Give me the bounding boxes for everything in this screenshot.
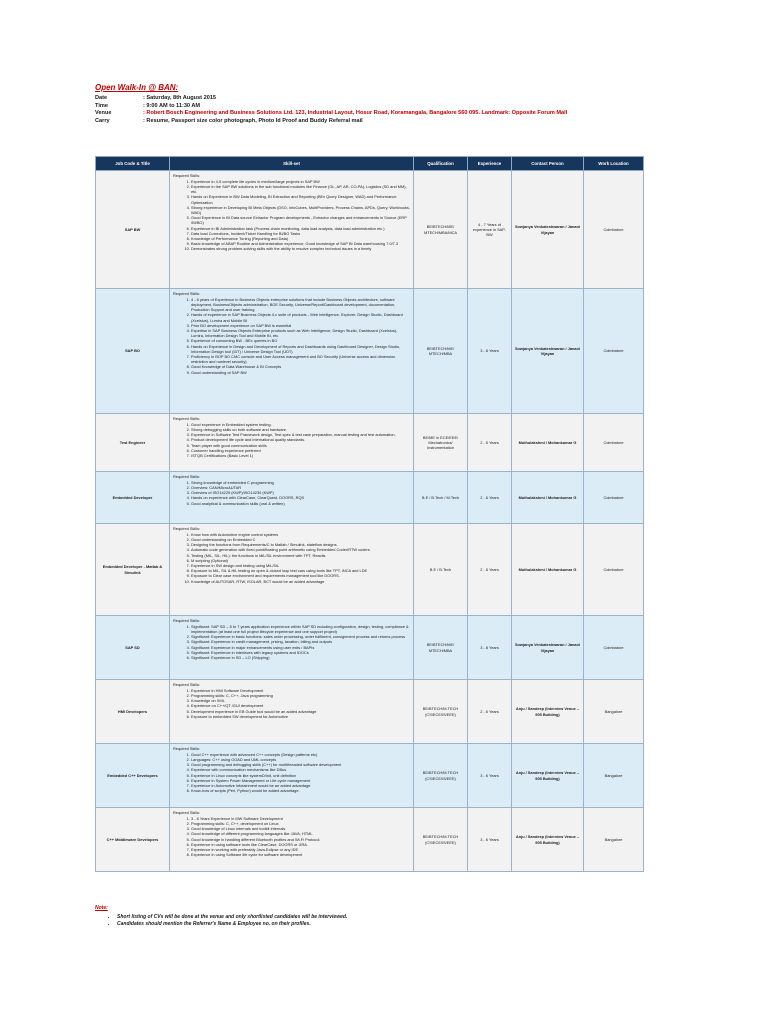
skill-item: 4. Significant: Experience in major enhancements using user exits / BAPIs — [191, 645, 410, 650]
skills-label: Required Skills: — [173, 618, 201, 623]
skill-item: 5. Experience in Linux concepts like systemD/Init, unit definition — [191, 773, 410, 778]
work-location-cell: Coimbatore — [584, 524, 644, 616]
info-label: Time — [95, 102, 108, 109]
experience-cell: 3 - 8 Years — [468, 289, 512, 414]
skill-item: 6. Exposure to embedded SW development for Automotive — [191, 714, 410, 719]
skills-list — [173, 624, 410, 660]
header-contact-person: Contact Person — [512, 157, 584, 171]
contact-person-cell: Muthulakshmi / Mohankumar G — [512, 524, 584, 616]
skill-item: 7. Proficiency in BOP BO CMC console and User Access management and BO Security (Universe access and dimension restriction and rowlevel security) — [191, 354, 410, 364]
skill-item: 7. Experience in working with preferably Java-Eclipse or any IDE — [191, 847, 410, 852]
info-row — [95, 110, 655, 118]
skill-item: 7. Experience in SW design and testing using MiL/SiL — [191, 563, 410, 568]
experience-cell: 2 - 5 Years — [468, 414, 512, 472]
experience-cell: 3 - 6 Years — [468, 744, 512, 808]
skill-item: 8. Know-how of scripts (Perl, Python) would be added advantage. — [191, 788, 410, 793]
skill-item: 8. Experience in using Software life cycle for software development — [191, 852, 410, 857]
work-location-cell: Coimbatore — [584, 289, 644, 414]
skill-item: 8. Knowledge of Performance Tuning (Reporting and Data) — [191, 236, 410, 241]
table-row — [96, 744, 644, 808]
skills-list — [173, 816, 410, 858]
qualification-cell: BE/BTECH/M.TECH (CS/ECE/IS/EEE) — [414, 680, 468, 744]
skill-item: 1. Experience in HMI Software Development — [191, 688, 410, 693]
skill-item: 8. Exposure to MiL, SiL & HiL testing on open & closed loop test cars using tools like TPT, INCA and LDE — [191, 568, 410, 573]
skill-item: 5. Good analytical & communication skills (oral & written) — [191, 501, 410, 506]
work-location-cell: Coimbatore — [584, 171, 644, 289]
table-row — [96, 472, 644, 524]
work-location-cell: Coimbatore — [584, 472, 644, 524]
skill-item: 7. Data load Corrections, Incident/Ticket Handling for BI/BO Tasks — [191, 231, 410, 236]
qualification-cell: B.E / B.Tech — [414, 524, 468, 616]
skill-item: 9. Good understanding of SAP BW — [191, 370, 410, 375]
work-location-cell: Bangalore — [584, 680, 644, 744]
skills-list — [173, 422, 410, 458]
table-row — [96, 808, 644, 872]
info-label: Date — [95, 95, 108, 101]
skills-label: Required Skills: — [173, 416, 201, 421]
table-row — [96, 414, 644, 472]
skill-item: 3. Good knowledge of Linux internals and toolkit internals — [191, 826, 410, 831]
skills-label: Required Skills: — [173, 746, 201, 751]
contact-person-cell: Muthulakshmi / Mohankumar G — [512, 472, 584, 524]
experience-cell: 4 - 7 Years of experience in SAP-BW — [468, 171, 512, 289]
skill-item: 1. 4 - 6 years of Experience in Business Objects enterprise solutions that include Business Objects architecture, software deployment, BusinessObjects administration, BOE Security, Universe/Report/Dashboard development, documentation, Production Support and user training. — [191, 297, 410, 313]
skill-item: 5. Team player with good communication skills — [191, 443, 410, 448]
skill-item: 4. Strong experience in Developing BI Meta Objects (DSO, InfoCubes, MultiProviders, Process Chains, APDs, Query, Workbooks, WAD) — [191, 205, 410, 215]
skill-item: 9. Exposure to Clear case environment and requirements management tool like DOORS. — [191, 573, 410, 578]
skill-item: 6. Experience in using software tools like ClearCase, DOORS or JIRA. — [191, 842, 410, 847]
skill-item: 1. Strong knowledge of embedded C programming — [191, 480, 410, 485]
skills-cell — [170, 524, 414, 616]
skills-cell — [170, 472, 414, 524]
skill-item: 1. Good experience in Embedded system testing. — [191, 422, 410, 427]
skills-cell — [170, 171, 414, 289]
skills-label: Required Skills: — [173, 810, 201, 815]
skill-item: 3. Hands on Experience in BW Data Modeling, BI Extraction and Reporting (BEx Query Designer, WAD) and Performance Optimization — [191, 194, 410, 204]
qualification-cell: B.E / B.Tech / M.Tech — [414, 472, 468, 524]
skill-item: 3. Knowledge on XML — [191, 698, 410, 703]
header-qualification: Qualification — [414, 157, 468, 171]
skill-item: 5. Good knowledge in handling different Bluetooth profiles and Wi-Fi Protocol. — [191, 837, 410, 842]
event-info — [95, 95, 655, 125]
skills-list — [173, 480, 410, 506]
skills-label: Required Skills: — [173, 526, 201, 531]
skill-item: 2. Languages: C++ using OOAD and UML concepts — [191, 757, 410, 762]
skill-item: 6. Customer handling experience preferred — [191, 448, 410, 453]
work-location-cell: Coimbatore — [584, 414, 644, 472]
contact-person-cell: Anju / Sandeep (Interview Venue – 905 Building) — [512, 744, 584, 808]
skills-cell — [170, 289, 414, 414]
skill-item: 4. Experience on C++/QT /GUI development — [191, 703, 410, 708]
skills-list — [173, 752, 410, 794]
table-row — [96, 171, 644, 289]
header-skill-set: Skill-set — [170, 157, 414, 171]
job-title: Embedded C++ Developers — [96, 744, 170, 808]
note-section — [95, 905, 655, 928]
jobs-table — [95, 156, 644, 872]
header-work-location: Work Location — [584, 157, 644, 171]
skills-label: Required Skills: — [173, 291, 201, 296]
skill-item: 2. Experience in the SAP BW solutions in the sub functional modules like Finance (GL, AP, AR, CO-PA), Logistics (SD and MM), etc. — [191, 184, 410, 194]
header-experience: Experience — [468, 157, 512, 171]
skills-label: Required Skills: — [173, 682, 201, 687]
skill-item: 5. Development experience in EB Guide tool would be an added advantage — [191, 709, 410, 714]
table-row — [96, 680, 644, 744]
contact-person-cell: Anju / Sandeep (Interview Venue – 905 Building) — [512, 808, 584, 872]
skill-item: 6. Experience in BI Administration task (Process chain monitoring, data load analysis, data load administration etc.) — [191, 226, 410, 231]
skills-list — [173, 297, 410, 375]
experience-cell: 2 - 6 Years — [468, 472, 512, 524]
job-title: Embedded Developer — [96, 472, 170, 524]
experience-cell: 3 - 8 Years — [468, 616, 512, 680]
job-title: Test Engineer — [96, 414, 170, 472]
info-row — [95, 118, 655, 126]
info-value: : Saturday, 8th August 2015 — [143, 95, 217, 101]
skill-item: 5. Good Experience in BI Data source Extractor Program developments - Extractor changes and enhancements in Source (ERP /BI/BO) — [191, 215, 410, 225]
contact-person-cell: Anju / Sandeep (Interview Venue – 905 Building) — [512, 680, 584, 744]
skill-item: 4. Expertise in SAP Business Objects Enterprise products such as Web Intelligence, Design Studio, Dashboard (Xcelsius), Lumira, Information Design Tool and Mobile BI, etc. — [191, 328, 410, 338]
skill-item: 7. ISTQB Certifications (Basic Level 1) — [191, 453, 410, 458]
skill-item: 2. Strong debugging skills on both software and hardware. — [191, 427, 410, 432]
skill-item: 6. Experience in System Power Management or Life cycle management — [191, 778, 410, 783]
table-row — [96, 289, 644, 414]
skill-item: 6. Significant: Experience in SD – LO (Shipping) — [191, 655, 410, 660]
work-location-cell: Bangalore — [584, 744, 644, 808]
skill-item: 1. Know how with Automotive engine control systems — [191, 532, 410, 537]
note-item: • Short listing of CVs will be done at the venue and only shortlisted candidates will be interviewed. — [117, 914, 655, 921]
skill-item: 2. Significant: Experience in basic functions: sales order processing, order fulfilment, consignment process and returns process — [191, 634, 410, 639]
job-title: HMI Developers — [96, 680, 170, 744]
skill-item: 3. Good programming and debugging skills (C++) for multithreaded software development — [191, 762, 410, 767]
skill-item: 2. Hands of experience in SAP Business Objects 4.x suite of products - Web Intelligence, Explorer, Design Studio, Dashboard (Xcelsius), Lumira and Mobile BI — [191, 312, 410, 322]
qualification-cell: BE/ME in ECE/EEE/ Mechatronics/ Instrumentation — [414, 414, 468, 472]
skills-cell — [170, 680, 414, 744]
skill-item: 2. Overview: CAN/MicroAUTAR — [191, 485, 410, 490]
work-location-cell: Coimbatore — [584, 616, 644, 680]
skill-item: 1. 3 - 6 Years Experience in MW Software Development — [191, 816, 410, 821]
skill-item: 10. Demonstrates strong problem-solving skills with the ability to resolve complex technical issues in a timely — [191, 246, 410, 251]
note-list — [95, 914, 655, 928]
skills-label: Required Skills: — [173, 474, 201, 479]
job-title: SAP SD — [96, 616, 170, 680]
skill-item: 2. Programming skills: C, C++, Java programming — [191, 693, 410, 698]
job-title: C++ Middleware Developers — [96, 808, 170, 872]
info-value: : Resume, Passport size color photograph, Photo Id Proof and Buddy Referral mail — [143, 117, 363, 124]
skill-item: 1. Significant: SAP SD – 5 to 7 years application experience within SAP SD including configuration, design, testing, compliance & implementation (at least one full project lifecycle experience and one support project) — [191, 624, 410, 634]
skills-cell — [170, 616, 414, 680]
skills-label: Required Skills: — [173, 173, 201, 178]
skills-cell — [170, 744, 414, 808]
skills-list — [173, 179, 410, 252]
skill-item: 4. Hands on experience with ClearCase, ClearQuest, DOORS, RQS — [191, 495, 410, 500]
info-row — [95, 103, 655, 111]
skill-item: 5. Testing (MIL, SIL, HIL): the functions in MiL/SiL environment with TPT, Reactis — [191, 553, 410, 558]
info-value: : 9:00 AM to 11:30 AM — [143, 102, 201, 109]
qualification-cell: BE/BTECH/ME/ MTECH/MBA — [414, 289, 468, 414]
skill-item: 7. Experience in Automotive infotainment would be an added advantage — [191, 783, 410, 788]
skill-item: 3. Prior BO development experience on SAP BW is essential — [191, 323, 410, 328]
note-label: Note: — [95, 905, 108, 911]
skill-item: 4. Good knowledge of different programming languages like JAVA, HTML — [191, 831, 410, 836]
experience-cell: 2 - 6 Years — [468, 680, 512, 744]
skill-item: 4. Product development life cycle and international quality standards. — [191, 437, 410, 442]
skill-item: 4. Experience with communication mechanisms like DBus — [191, 767, 410, 772]
page-title: Open Walk-In @ BAN: — [95, 83, 179, 92]
contact-person-cell: Sowjanya Venkateshwaran / Janani Vijayan — [512, 289, 584, 414]
job-title: SAP BO — [96, 289, 170, 414]
qualification-cell: BE/BTECH/ME/ MTECH/MBA/MCA — [414, 171, 468, 289]
skill-item: 10. Knowledge of AUTOSAR, RTW, ISOLAR, BCT would be an added advantage — [191, 579, 410, 584]
contact-person-cell: Sowjanya Venkateshwaran / Janani Vijayan — [512, 171, 584, 289]
skill-item: 3. Experience in Software Test Framework design, Test spec & test case preparation, manual testing and test automation. — [191, 432, 410, 437]
experience-cell: 2 - 8 Years — [468, 524, 512, 616]
skill-item: 3. Designing the functions from Requirements/C to Matlab / Simulink, stateflow designs. — [191, 542, 410, 547]
skills-list — [173, 688, 410, 719]
work-location-cell: Bangalore — [584, 808, 644, 872]
info-value: : Robert Bosch Engineering and Business Solutions Ltd. 123, Industrial Layout, Hosur Road, Koramangala, Bangalore 560 095. Landmark: Opposite Forum Mall — [143, 110, 568, 117]
skill-item: 6. Hands on Experience in Design and Development of Reports and Dashboards using Dashboard Designer, Design Studio, Information Design tool (IDT) / Universe Design Tool (UDT) — [191, 344, 410, 354]
skills-cell — [170, 414, 414, 472]
qualification-cell: BE/BTECH/ME/ MTECH/MBA — [414, 616, 468, 680]
info-row — [95, 95, 655, 103]
skill-item: 2. Programming skills: C, C++, development on Linux — [191, 821, 410, 826]
qualification-cell: BE/BTECH/M.TECH (CS/ECE/IS/EEE) — [414, 808, 468, 872]
contact-person-cell: Muthulakshmi / Mohankumar G — [512, 414, 584, 472]
table-row — [96, 616, 644, 680]
note-item: • Candidates should mention the Referrer's Name & Employee no. on their profiles. — [117, 921, 655, 928]
skill-item: 1. Experience in 4-5 complete life cycles in medium/large projects in SAP BW — [191, 179, 410, 184]
skill-item: 3. Significant: Experience in credit management, pricing, taxation, billing and outputs — [191, 639, 410, 644]
contact-person-cell: Sowjanya Venkateshwaran / Janani Vijayan — [512, 616, 584, 680]
experience-cell: 3 - 6 Years — [468, 808, 512, 872]
skill-item: 1. Good C++ experience with advanced C++ concepts (Design patterns etc) — [191, 752, 410, 757]
skill-item: 5. Experience of consuming BW - BEx queries in BO — [191, 338, 410, 343]
skill-item: 5. Significant: Experience in interfaces with legacy systems and IDOCs — [191, 650, 410, 655]
skill-item: 2. Good understanding on Embedded C — [191, 537, 410, 542]
skill-item: 3. Overview of ISO14229 (KWP)/ISO14230 (KWP) — [191, 490, 410, 495]
job-title: Embedded Developer - Matlab & Simulink — [96, 524, 170, 616]
skill-item: 6. M scripting (Optional) — [191, 558, 410, 563]
skill-item: 8. Good Knowledge of Data Warehouse & BI Concepts — [191, 364, 410, 369]
info-label: Carry — [95, 117, 110, 124]
qualification-cell: BE/BTECH/M.TECH (CS/ECE/IS/EEE) — [414, 744, 468, 808]
table-row — [96, 524, 644, 616]
skill-item: 4. Automatic code generation with fixed point/floating point arithmetic using Embedded Coder/RTW coders — [191, 547, 410, 552]
skills-cell — [170, 808, 414, 872]
header-job-code: Job Code & Title — [96, 157, 170, 171]
skills-list — [173, 532, 410, 584]
info-label: Venue — [95, 110, 112, 117]
skill-item: 9. Basic knowledge of ABAP Routine and Administration experience, Good knowledge of SAP BI Data warehousing 7.0/7.3 — [191, 241, 410, 246]
job-title: SAP BW — [96, 171, 170, 289]
table-header-row — [96, 157, 644, 171]
